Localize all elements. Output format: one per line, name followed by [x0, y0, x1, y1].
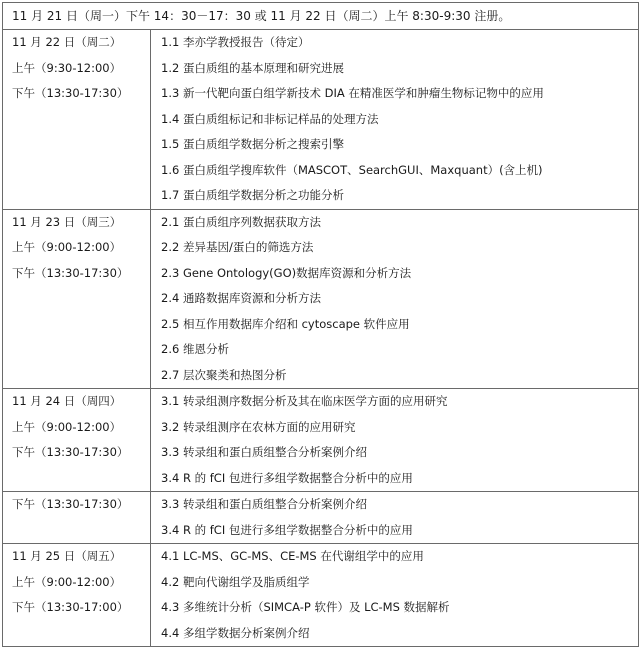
- session-time: 下午（13:30-17:30）: [12, 86, 129, 100]
- day-time-cell: [3, 492, 151, 544]
- day-time-cell: [3, 209, 151, 389]
- header-row: [3, 3, 639, 30]
- topic-item: 3.4 R 的 fCI 包进行多组学数据整合分析中的应用: [161, 470, 413, 485]
- session-time: 下午（13:30-17:00）: [12, 600, 129, 614]
- topic-item: 1.2 蛋白质组的基本原理和研究进展: [161, 60, 344, 75]
- topic-item: 3.3 转录组和蛋白质组整合分析案例介绍: [161, 445, 367, 459]
- topic-item: 4.2 靶向代谢组学及脂质组学: [161, 574, 310, 589]
- topic-item: 3.3 转录组和蛋白质组整合分析案例介绍: [161, 497, 367, 511]
- day-row: [3, 389, 639, 492]
- day-time-cell: [3, 30, 151, 210]
- day-date: 11 月 25 日（周五）: [12, 549, 122, 563]
- topic-item: 2.3 Gene Ontology(GO)数据库资源和分析方法: [161, 265, 412, 280]
- day-date: 11 月 24 日（周四）: [12, 394, 122, 408]
- session-time: 上午（9:30-12:00）: [12, 60, 122, 75]
- topic-item: 4.1 LC-MS、GC-MS、CE-MS 在代谢组学中的应用: [161, 549, 424, 563]
- topic-item: 4.3 多维统计分析（SIMCA-P 软件）及 LC-MS 数据解析: [161, 600, 450, 614]
- topics-cell: [151, 544, 639, 647]
- day-row: [3, 492, 639, 544]
- topic-item: 1.4 蛋白质组标记和非标记样品的处理方法: [161, 111, 379, 126]
- day-time-cell: [3, 544, 151, 647]
- topic-item: 3.1 转录组测序数据分析及其在临床医学方面的应用研究: [161, 394, 448, 408]
- day-date: 11 月 22 日（周二）: [12, 35, 122, 49]
- session-time: 下午（13:30-17:30）: [12, 445, 129, 459]
- topics-cell: [151, 389, 639, 492]
- topic-item: 3.2 转录组测序在农林方面的应用研究: [161, 419, 356, 434]
- schedule-page: [0, 2, 640, 644]
- session-time: 上午（9:00-12:00）: [12, 574, 122, 589]
- day-date: 11 月 23 日（周三）: [12, 214, 122, 229]
- topic-item: 1.6 蛋白质组学搜库软件（MASCOT、SearchGUI、Maxquant）(含上机): [161, 162, 543, 177]
- session-time: 下午（13:30-17:30）: [12, 265, 129, 280]
- session-time: 下午（13:30-17:30）: [12, 497, 129, 511]
- topic-item: 1.7 蛋白质组学数据分析之功能分析: [161, 188, 344, 202]
- topic-item: 1.5 蛋白质组学数据分析之搜索引擎: [161, 137, 344, 151]
- topic-item: 2.6 维恩分析: [161, 342, 229, 356]
- day-time-cell: [3, 389, 151, 492]
- topic-item: 4.4 多组学数据分析案例介绍: [161, 625, 310, 640]
- topic-item: 1.3 新一代靶向蛋白组学新技术 DIA 在精准医学和肿瘤生物标记物中的应用: [161, 86, 544, 100]
- topics-cell: [151, 30, 639, 210]
- topic-item: 1.1 李亦学教授报告（待定）: [161, 35, 310, 49]
- session-time: 上午（9:00-12:00）: [12, 240, 122, 254]
- topic-item: 3.4 R 的 fCI 包进行多组学数据整合分析中的应用: [161, 522, 413, 537]
- schedule-table: [2, 2, 639, 647]
- day-row: [3, 544, 639, 647]
- topics-cell: [151, 209, 639, 389]
- registration-note: 11 月 21 日（周一）下午 14：30－17：30 或 11 月 22 日（周二）上午 8:30-9:30 注册。: [3, 3, 639, 30]
- session-time: 上午（9:00-12:00）: [12, 419, 122, 434]
- topic-item: 2.7 层次聚类和热图分析: [161, 367, 287, 382]
- topic-item: 2.4 通路数据库资源和分析方法: [161, 291, 321, 305]
- topic-item: 2.5 相互作用数据库介绍和 cytoscape 软件应用: [161, 316, 410, 331]
- topic-item: 2.1 蛋白质组序列数据获取方法: [161, 214, 321, 229]
- topics-cell: [151, 492, 639, 544]
- day-row: [3, 30, 639, 210]
- topic-item: 2.2 差异基因/蛋白的筛选方法: [161, 240, 314, 254]
- day-row: [3, 209, 639, 389]
